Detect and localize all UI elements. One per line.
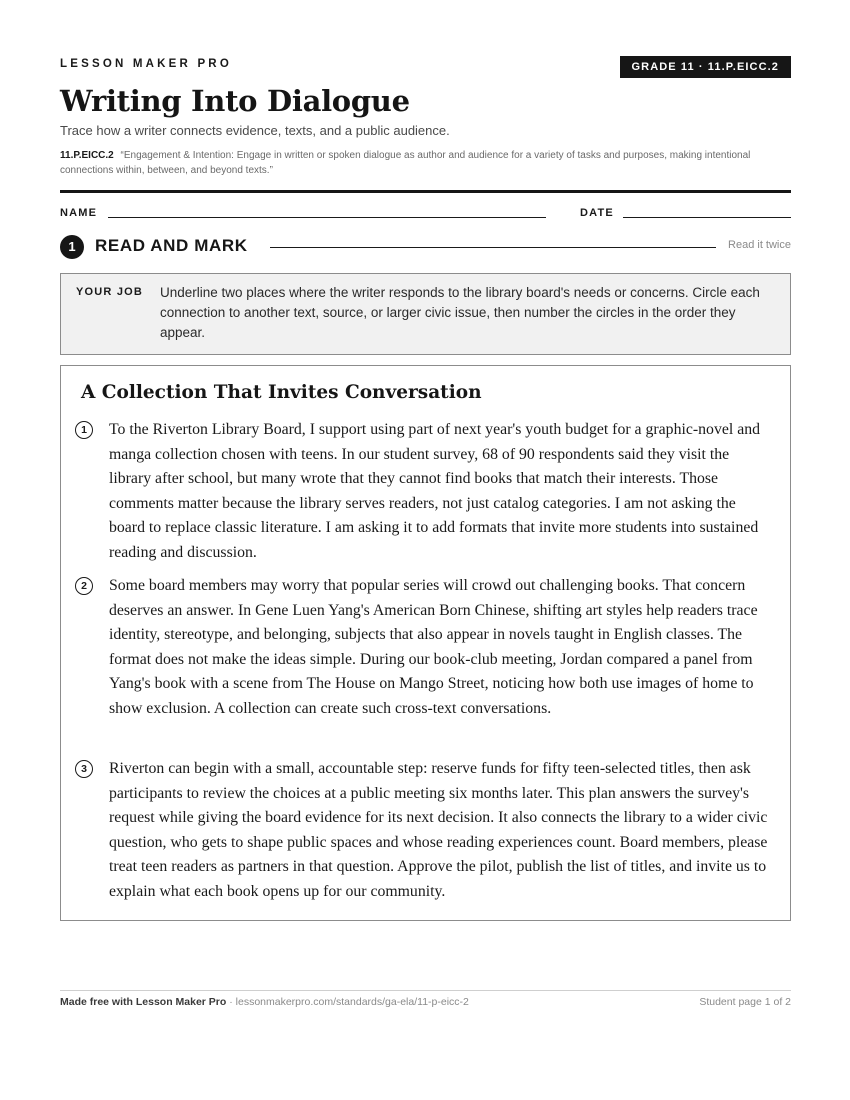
worksheet-page	[60, 0, 791, 1100]
header-divider	[60, 190, 791, 193]
name-label: NAME	[60, 207, 98, 219]
footer-url: · lessonmakerpro.com/standards/ga-ela/11-p-eicc-2	[226, 996, 469, 1008]
date-line	[623, 217, 791, 218]
paragraph-number: 3	[75, 760, 93, 778]
instructions-box	[60, 273, 791, 355]
paragraph-text: Riverton can begin with a small, accountable step: reserve funds for fifty teen-selected titles, then ask participants to review the choices at a public meeting six months later. This plan answers the survey's request while giving the board evidence for its next decision. It also connects the library to a wider civic question, who gets to shape public spaces and whose reading experiences count. Board members, please treat teen readers as partners in that question. Approve the pilot, publish the list of titles, and invite us to explain what each book opens up for our community.	[109, 760, 768, 900]
date-field[interactable]	[627, 203, 787, 217]
section-title: READ AND MARK	[95, 236, 248, 255]
section-rule	[270, 247, 716, 248]
name-line	[108, 217, 546, 218]
footer-divider	[60, 990, 791, 991]
date-label: DATE	[580, 207, 614, 219]
brand-name: LESSON MAKER PRO	[60, 58, 232, 70]
page-title: Writing Into Dialogue	[60, 84, 410, 118]
name-date-row	[60, 205, 791, 225]
page-subtitle: Trace how a writer connects evidence, texts, and a public audience.	[60, 123, 450, 138]
paragraph-text: Some board members may worry that popular series will crowd out challenging books. That concern deserves an answer. In Gene Luen Yang's American Born Chinese, shifting art styles help readers trace identity, stereotype, and belonging, subjects that also appear in novels taught in English classes. The format does not make the ideas simple. During our book-club meeting, Jordan compared a panel from Yang's book with a scene from The House on Mango Street, noticing how both use images of home to show exclusion. A collection can create such cross-text conversations.	[109, 577, 758, 717]
standard-text: “Engagement & Intention: Engage in written or spoken dialogue as author and audience for a variety of tasks and purposes, making intentional connections within, between, and beyond texts.”	[60, 150, 751, 176]
reading-passage	[60, 365, 791, 921]
paragraph-number: 1	[75, 421, 93, 439]
grade-badge: GRADE 11 · 11.P.EICC.2	[620, 56, 792, 78]
standard-description	[60, 148, 791, 178]
section-header	[60, 235, 791, 259]
paragraph-text: To the Riverton Library Board, I support using part of next year's youth budget for a graphic-novel and manga collection chosen with teens. In our student survey, 68 of 90 respondents said they visit the library after school, but many wrote that they cannot find books that match their interests. Those comments matter because the library serves readers, not just catalog categories. I am not asking the board to replace classic literature. I am asking it to add formats that invite more students into sustained reading and discussion.	[109, 421, 760, 561]
page-number: Student page 1 of 2	[699, 996, 791, 1008]
name-field[interactable]	[112, 203, 542, 217]
section-number-badge: 1	[60, 235, 84, 259]
section-note: Read it twice	[728, 239, 791, 251]
standard-code: 11.P.EICC.2	[60, 150, 114, 161]
passage-title: A Collection That Invites Conversation	[81, 382, 482, 403]
footer-credit: Made free with Lesson Maker Pro	[60, 996, 227, 1008]
instructions-text: Underline two places where the writer responds to the library board's needs or concerns. Circle each connection to another text, source, or larger civic issue, then number the circles in the order they appear.	[160, 285, 760, 340]
instructions-label: YOUR JOB	[76, 286, 144, 298]
top-bar	[60, 56, 791, 78]
page-footer	[60, 996, 791, 1008]
paragraph-number: 2	[75, 577, 93, 595]
